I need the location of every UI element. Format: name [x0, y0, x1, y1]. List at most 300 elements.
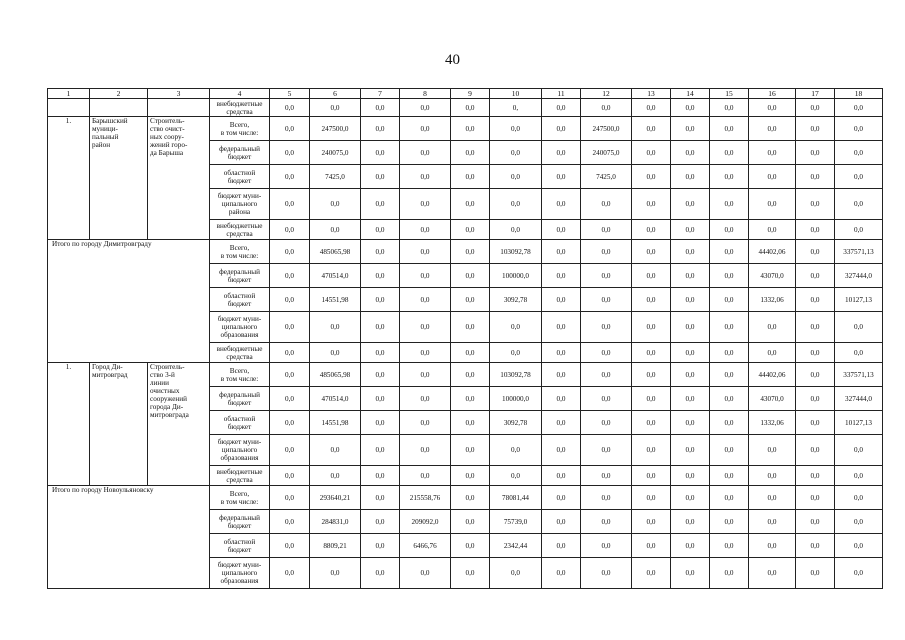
value-cell: 78081,44: [490, 486, 542, 510]
index-cell: [48, 117, 90, 240]
header-row: [48, 89, 883, 99]
value-cell: 0,0: [632, 486, 671, 510]
value-cell: 0,0: [835, 558, 883, 589]
value-cell: 0,0: [749, 220, 796, 240]
value-cell: 0,0: [632, 411, 671, 435]
value-cell: 0,0: [270, 343, 310, 363]
value-cell: 0,0: [490, 117, 542, 141]
value-cell: 0,0: [361, 264, 400, 288]
value-cell: 0,0: [632, 240, 671, 264]
value-cell: 0,0: [796, 363, 835, 387]
value-cell: 0,0: [581, 99, 632, 117]
value-cell: 0,0: [581, 220, 632, 240]
area-cell: [90, 363, 148, 486]
column-header: 11: [542, 89, 581, 99]
cell-text: Всего, в том числе:: [220, 489, 259, 506]
cell-text: Итого по городу Новоульяновску: [52, 486, 154, 494]
cell-text: Город Ди- митровград: [92, 363, 128, 379]
value-cell: 0,0: [270, 141, 310, 165]
value-cell: 0,0: [710, 141, 749, 165]
value-cell: 0,0: [671, 510, 710, 534]
value-cell: 0,0: [796, 117, 835, 141]
value-cell: 8809,21: [310, 534, 361, 558]
value-cell: 0,0: [542, 99, 581, 117]
value-cell: 0,0: [710, 264, 749, 288]
value-cell: 0,0: [835, 189, 883, 220]
value-cell: 0,0: [632, 363, 671, 387]
value-cell: 0,0: [400, 141, 451, 165]
value-cell: 0,0: [749, 558, 796, 589]
cell-text: 1.: [65, 363, 72, 371]
value-cell: 0,0: [632, 534, 671, 558]
funding-source-label: [210, 510, 270, 534]
value-cell: 0,0: [710, 312, 749, 343]
value-cell: 247500,0: [581, 117, 632, 141]
value-cell: 0,0: [400, 264, 451, 288]
value-cell: 0,0: [581, 411, 632, 435]
value-cell: 0,0: [400, 117, 451, 141]
value-cell: 0,0: [361, 435, 400, 466]
funding-source-label: [210, 343, 270, 363]
value-cell: 0,0: [749, 312, 796, 343]
value-cell: 0,0: [270, 363, 310, 387]
value-cell: 0,0: [581, 363, 632, 387]
cell-text: бюджет муни- ципального образования: [217, 561, 262, 585]
column-header: 12: [581, 89, 632, 99]
value-cell: 0,0: [632, 141, 671, 165]
value-cell: 0,0: [710, 435, 749, 466]
value-cell: 0,0: [310, 435, 361, 466]
value-cell: 0,0: [310, 558, 361, 589]
value-cell: 0,0: [796, 99, 835, 117]
value-cell: 0,0: [796, 312, 835, 343]
funding-source-label: [210, 220, 270, 240]
column-header: 13: [632, 89, 671, 99]
value-cell: 0,0: [710, 99, 749, 117]
value-cell: 0,0: [270, 534, 310, 558]
value-cell: 0,0: [270, 99, 310, 117]
value-cell: 0,0: [632, 558, 671, 589]
table-row: [48, 99, 883, 117]
value-cell: 0,0: [451, 312, 490, 343]
value-cell: 209092,0: [400, 510, 451, 534]
cell-text: Строитель- ство очист- ных соору- жений горо- да Барыша: [150, 117, 188, 157]
value-cell: 0,0: [581, 189, 632, 220]
value-cell: 0,0: [270, 411, 310, 435]
value-cell: 0,0: [451, 240, 490, 264]
value-cell: 0,0: [632, 99, 671, 117]
value-cell: 0,0: [451, 558, 490, 589]
value-cell: 0,0: [451, 534, 490, 558]
index-cell: [48, 99, 90, 117]
value-cell: 10127,13: [835, 288, 883, 312]
funding-source-label: [210, 264, 270, 288]
area-cell: [90, 99, 148, 117]
value-cell: 0,0: [710, 486, 749, 510]
value-cell: 0,0: [490, 312, 542, 343]
value-cell: 0,0: [400, 343, 451, 363]
value-cell: 0,0: [310, 312, 361, 343]
value-cell: 0,0: [400, 165, 451, 189]
value-cell: 0,0: [451, 220, 490, 240]
value-cell: 0,0: [671, 312, 710, 343]
value-cell: 0,0: [749, 117, 796, 141]
funding-source-label: [210, 363, 270, 387]
cell-text: федеральный бюджет: [219, 267, 260, 284]
value-cell: 0,0: [796, 486, 835, 510]
value-cell: 0,0: [581, 387, 632, 411]
value-cell: 0,0: [270, 117, 310, 141]
funding-source-label: [210, 466, 270, 486]
value-cell: 0,0: [796, 220, 835, 240]
value-cell: 0,0: [710, 510, 749, 534]
value-cell: 1332,06: [749, 411, 796, 435]
value-cell: 0,0: [542, 466, 581, 486]
cell-text: федеральный бюджет: [219, 513, 260, 530]
value-cell: 0,0: [632, 288, 671, 312]
area-cell: [90, 117, 148, 240]
value-cell: 240075,0: [581, 141, 632, 165]
column-header: 15: [710, 89, 749, 99]
value-cell: 0,0: [671, 486, 710, 510]
column-header: 4: [210, 89, 270, 99]
funding-source-label: [210, 165, 270, 189]
value-cell: 0,0: [310, 466, 361, 486]
value-cell: 0,0: [796, 411, 835, 435]
value-cell: 0,0: [671, 141, 710, 165]
value-cell: 337571,13: [835, 240, 883, 264]
value-cell: 0,0: [749, 189, 796, 220]
table-body: [48, 89, 883, 589]
column-header: 17: [796, 89, 835, 99]
value-cell: 0,0: [749, 141, 796, 165]
value-cell: 0,0: [451, 99, 490, 117]
cell-text: Всего, в том числе:: [220, 120, 259, 137]
total-title-cell: [48, 486, 210, 589]
value-cell: 0,0: [835, 343, 883, 363]
value-cell: 0,0: [542, 435, 581, 466]
cell-text: Всего, в том числе:: [220, 366, 259, 383]
value-cell: 14551,98: [310, 411, 361, 435]
value-cell: 0,0: [542, 220, 581, 240]
cell-text: 1.: [65, 117, 72, 125]
index-cell: [48, 363, 90, 486]
value-cell: 0,0: [542, 189, 581, 220]
value-cell: 0,0: [400, 99, 451, 117]
value-cell: 0,0: [361, 486, 400, 510]
value-cell: 0,0: [270, 486, 310, 510]
funding-source-label: [210, 288, 270, 312]
value-cell: 0,0: [710, 117, 749, 141]
value-cell: 0,0: [361, 363, 400, 387]
value-cell: 0,0: [581, 466, 632, 486]
value-cell: 0,0: [581, 435, 632, 466]
value-cell: 0,0: [749, 343, 796, 363]
project-cell: [148, 117, 210, 240]
value-cell: 0,0: [749, 466, 796, 486]
value-cell: 0,0: [632, 264, 671, 288]
column-header: 10: [490, 89, 542, 99]
value-cell: 0,0: [542, 534, 581, 558]
funding-source-label: [210, 117, 270, 141]
value-cell: 0,0: [710, 466, 749, 486]
value-cell: 0,0: [400, 363, 451, 387]
cell-text: бюджет муни- ципального района: [217, 192, 262, 216]
value-cell: 0,0: [632, 387, 671, 411]
value-cell: 0,0: [749, 486, 796, 510]
table-row: [48, 240, 883, 264]
value-cell: 0,0: [361, 387, 400, 411]
column-header: 14: [671, 89, 710, 99]
value-cell: 0,0: [671, 343, 710, 363]
value-cell: 0,0: [400, 435, 451, 466]
funding-source-label: [210, 411, 270, 435]
value-cell: 0,0: [310, 99, 361, 117]
value-cell: 14551,98: [310, 288, 361, 312]
funding-source-label: [210, 99, 270, 117]
value-cell: 0,0: [451, 363, 490, 387]
cell-text: областной бюджет: [223, 537, 256, 554]
value-cell: 0,0: [581, 510, 632, 534]
page-number: 40: [445, 52, 460, 68]
value-cell: 0,0: [671, 220, 710, 240]
value-cell: 247500,0: [310, 117, 361, 141]
value-cell: 0,0: [270, 288, 310, 312]
value-cell: 0,0: [671, 387, 710, 411]
value-cell: 0,0: [270, 240, 310, 264]
value-cell: 0,: [490, 99, 542, 117]
value-cell: 0,0: [710, 363, 749, 387]
value-cell: 0,0: [632, 343, 671, 363]
cell-text: внебюджетные средства: [216, 344, 263, 361]
value-cell: 0,0: [581, 534, 632, 558]
cell-text: федеральный бюджет: [219, 144, 260, 161]
value-cell: 0,0: [710, 387, 749, 411]
value-cell: 43070,0: [749, 387, 796, 411]
value-cell: 293640,21: [310, 486, 361, 510]
value-cell: 0,0: [632, 220, 671, 240]
value-cell: 0,0: [451, 288, 490, 312]
value-cell: 0,0: [270, 435, 310, 466]
value-cell: 0,0: [542, 343, 581, 363]
value-cell: 0,0: [451, 165, 490, 189]
value-cell: 103092,78: [490, 240, 542, 264]
value-cell: 0,0: [632, 510, 671, 534]
value-cell: 0,0: [451, 486, 490, 510]
value-cell: 0,0: [796, 510, 835, 534]
value-cell: 0,0: [542, 288, 581, 312]
value-cell: 100000,0: [490, 387, 542, 411]
value-cell: 0,0: [542, 165, 581, 189]
value-cell: 0,0: [451, 466, 490, 486]
cell-text: внебюджетные средства: [216, 99, 263, 116]
value-cell: 0,0: [400, 220, 451, 240]
value-cell: 0,0: [270, 558, 310, 589]
value-cell: 240075,0: [310, 141, 361, 165]
value-cell: 0,0: [710, 411, 749, 435]
value-cell: 0,0: [270, 220, 310, 240]
value-cell: 7425,0: [581, 165, 632, 189]
value-cell: 0,0: [796, 240, 835, 264]
column-header: 9: [451, 89, 490, 99]
cell-text: Барышский муници- пальный район: [92, 117, 128, 149]
value-cell: 0,0: [835, 220, 883, 240]
value-cell: 0,0: [710, 189, 749, 220]
value-cell: 0,0: [581, 240, 632, 264]
column-header: 2: [90, 89, 148, 99]
value-cell: 0,0: [451, 189, 490, 220]
value-cell: 44402,06: [749, 240, 796, 264]
value-cell: 0,0: [400, 288, 451, 312]
project-cell: [148, 99, 210, 117]
value-cell: 0,0: [796, 189, 835, 220]
value-cell: 10127,13: [835, 411, 883, 435]
value-cell: 284831,0: [310, 510, 361, 534]
column-header: 18: [835, 89, 883, 99]
value-cell: 470514,0: [310, 264, 361, 288]
cell-text: областной бюджет: [223, 414, 256, 431]
value-cell: 0,0: [270, 466, 310, 486]
value-cell: 0,0: [361, 466, 400, 486]
value-cell: 75739,0: [490, 510, 542, 534]
value-cell: 0,0: [835, 466, 883, 486]
value-cell: 0,0: [542, 510, 581, 534]
value-cell: 0,0: [361, 534, 400, 558]
value-cell: 0,0: [542, 558, 581, 589]
value-cell: 0,0: [270, 189, 310, 220]
funding-source-label: [210, 534, 270, 558]
value-cell: 0,0: [710, 220, 749, 240]
value-cell: 0,0: [361, 220, 400, 240]
value-cell: 0,0: [581, 558, 632, 589]
value-cell: 0,0: [490, 189, 542, 220]
value-cell: 0,0: [270, 165, 310, 189]
column-header: 16: [749, 89, 796, 99]
value-cell: 0,0: [361, 558, 400, 589]
value-cell: 0,0: [361, 117, 400, 141]
column-header: 8: [400, 89, 451, 99]
value-cell: 0,0: [796, 558, 835, 589]
column-header: 3: [148, 89, 210, 99]
value-cell: 0,0: [671, 189, 710, 220]
budget-table: [47, 88, 883, 589]
value-cell: 2342,44: [490, 534, 542, 558]
value-cell: 0,0: [310, 189, 361, 220]
value-cell: 3092,78: [490, 288, 542, 312]
funding-source-label: [210, 486, 270, 510]
value-cell: 0,0: [451, 411, 490, 435]
value-cell: 0,0: [490, 141, 542, 165]
value-cell: 0,0: [490, 466, 542, 486]
value-cell: 44402,06: [749, 363, 796, 387]
value-cell: 0,0: [361, 99, 400, 117]
cell-text: внебюджетные средства: [216, 221, 263, 238]
project-cell: [148, 363, 210, 486]
value-cell: 0,0: [400, 411, 451, 435]
value-cell: 0,0: [671, 288, 710, 312]
value-cell: 0,0: [632, 466, 671, 486]
total-title-cell: [48, 240, 210, 363]
value-cell: 0,0: [270, 387, 310, 411]
value-cell: 0,0: [796, 288, 835, 312]
value-cell: 0,0: [632, 165, 671, 189]
value-cell: 0,0: [671, 363, 710, 387]
cell-text: областной бюджет: [223, 291, 256, 308]
value-cell: 0,0: [361, 288, 400, 312]
value-cell: 0,0: [749, 534, 796, 558]
value-cell: 0,0: [361, 141, 400, 165]
value-cell: 0,0: [710, 558, 749, 589]
value-cell: 0,0: [835, 435, 883, 466]
cell-text: федеральный бюджет: [219, 390, 260, 407]
value-cell: 0,0: [749, 99, 796, 117]
cell-text: Всего, в том числе:: [220, 243, 259, 260]
value-cell: 0,0: [671, 165, 710, 189]
value-cell: 0,0: [270, 510, 310, 534]
cell-text: внебюджетные средства: [216, 467, 263, 484]
value-cell: 0,0: [796, 141, 835, 165]
value-cell: 0,0: [835, 117, 883, 141]
value-cell: 0,0: [361, 312, 400, 343]
value-cell: 0,0: [671, 534, 710, 558]
value-cell: 0,0: [796, 264, 835, 288]
value-cell: 0,0: [451, 510, 490, 534]
value-cell: 0,0: [451, 387, 490, 411]
value-cell: 0,0: [671, 240, 710, 264]
cell-text: областной бюджет: [223, 168, 256, 185]
value-cell: 0,0: [835, 534, 883, 558]
value-cell: 0,0: [835, 165, 883, 189]
value-cell: 0,0: [581, 312, 632, 343]
value-cell: 0,0: [749, 165, 796, 189]
column-header: 1: [48, 89, 90, 99]
cell-text: бюджет муни- ципального образования: [217, 438, 262, 462]
value-cell: 0,0: [451, 435, 490, 466]
value-cell: 0,0: [581, 343, 632, 363]
value-cell: 0,0: [490, 165, 542, 189]
value-cell: 0,0: [710, 288, 749, 312]
value-cell: 0,0: [400, 466, 451, 486]
value-cell: 0,0: [835, 486, 883, 510]
cell-text: бюджет муни- ципального образования: [217, 315, 262, 339]
value-cell: 0,0: [361, 343, 400, 363]
value-cell: 0,0: [490, 220, 542, 240]
value-cell: 0,0: [632, 435, 671, 466]
value-cell: 0,0: [451, 117, 490, 141]
value-cell: 0,0: [451, 141, 490, 165]
value-cell: 0,0: [542, 117, 581, 141]
value-cell: 327444,0: [835, 387, 883, 411]
value-cell: 0,0: [400, 240, 451, 264]
value-cell: 0,0: [671, 117, 710, 141]
value-cell: 0,0: [671, 558, 710, 589]
value-cell: 0,0: [361, 510, 400, 534]
value-cell: 0,0: [310, 220, 361, 240]
value-cell: 0,0: [710, 165, 749, 189]
value-cell: 0,0: [400, 387, 451, 411]
value-cell: 0,0: [542, 486, 581, 510]
value-cell: 0,0: [400, 189, 451, 220]
value-cell: 100000,0: [490, 264, 542, 288]
value-cell: 327444,0: [835, 264, 883, 288]
value-cell: 0,0: [671, 435, 710, 466]
value-cell: 0,0: [451, 264, 490, 288]
value-cell: 0,0: [835, 510, 883, 534]
value-cell: 0,0: [310, 343, 361, 363]
value-cell: 0,0: [835, 312, 883, 343]
value-cell: 0,0: [671, 264, 710, 288]
value-cell: 0,0: [796, 387, 835, 411]
